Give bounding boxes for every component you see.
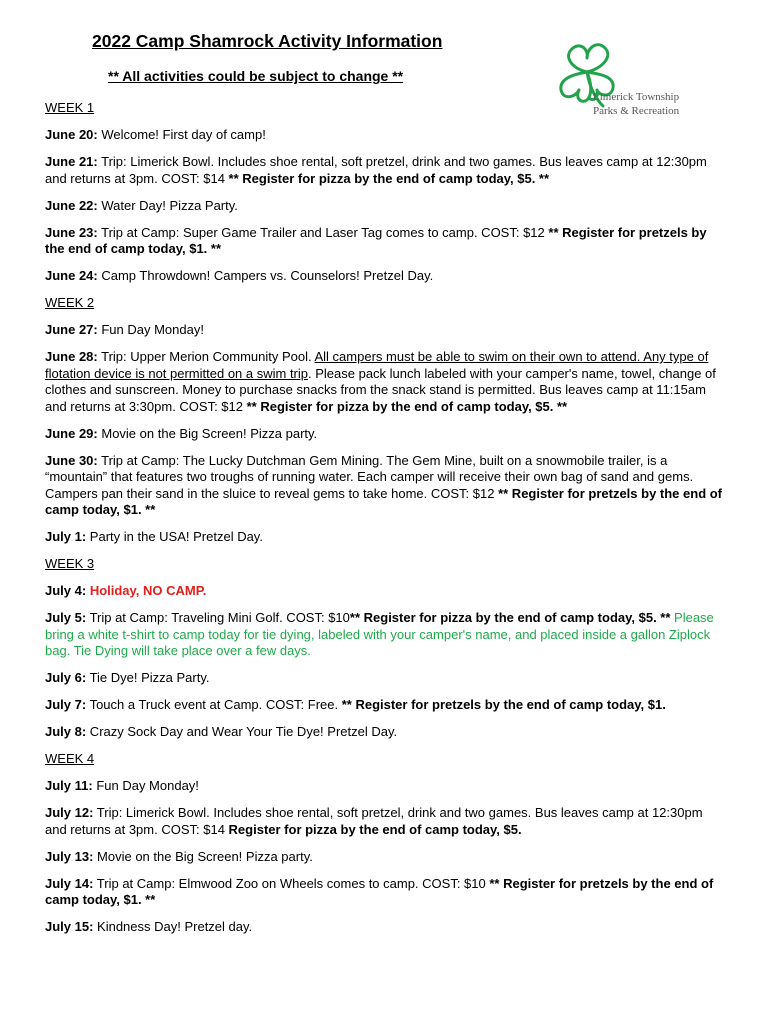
entry-date: June 22: bbox=[45, 197, 98, 213]
entry-text: Fun Day Monday! bbox=[92, 778, 199, 793]
entry-text: Movie on the Big Screen! Pizza party. bbox=[93, 848, 313, 864]
entry-date: July 4: bbox=[45, 583, 87, 598]
entry-date: July 5: bbox=[45, 610, 87, 625]
entry-text: Trip at Camp: Super Game Trailer and Laser Tag comes to camp. COST: $12 bbox=[97, 224, 549, 240]
entry-text: Welcome! First day of camp! bbox=[97, 127, 266, 142]
activity-entry bbox=[45, 778, 725, 795]
entry-register-note: ** Register for pretzels by the end of camp today, $1. ** bbox=[45, 485, 723, 517]
entry-register-note: ** Register for pretzels by the end of camp today, $1. ** bbox=[45, 224, 707, 256]
activity-entry bbox=[45, 583, 725, 600]
entry-text: Camp Throwdown! Campers vs. Counselors! Pretzel Day. bbox=[97, 268, 434, 283]
entry-register-note: Register for pizza by the end of camp today, $5. bbox=[228, 821, 522, 837]
entry-swim-requirement: All campers must be able to swim on their own to attend. Any type of flotation device is not permitted on a swim trip bbox=[45, 349, 709, 381]
entry-text: Trip: Limerick Bowl. Includes shoe rental, soft pretzel, drink and two games. Bus leaves camp at 12:30pm and returns at 3pm. COST: $14 bbox=[45, 805, 703, 837]
logo-text-line2: Parks & Recreation bbox=[593, 105, 680, 117]
activity-entry bbox=[45, 876, 725, 909]
entry-register-note: ** Register for pretzels by the end of camp today, $1. bbox=[341, 697, 666, 712]
entry-text: Trip: Upper Merion Community Pool. bbox=[97, 349, 315, 364]
activity-entry bbox=[45, 154, 725, 187]
entry-date: July 14: bbox=[45, 875, 94, 891]
entry-text-continued: . Please pack lunch labeled with your camper's name, towel, change of clothes and sunscreen. Money to purchase snacks from the snack stand is permitted. Bus leaves camp at 11:15am and returns at 3:30pm. COST: $12 bbox=[45, 365, 716, 414]
entry-date: July 15: bbox=[45, 919, 94, 934]
week-heading: WEEK 3 bbox=[45, 556, 95, 571]
entry-date: June 28: bbox=[45, 349, 98, 364]
activity-entry bbox=[45, 322, 725, 339]
activity-entry bbox=[45, 198, 725, 215]
entry-date: June 30: bbox=[45, 452, 98, 468]
entry-register-note: ** Register for pizza by the end of camp today, $5. ** bbox=[228, 170, 550, 186]
page-title: 2022 Camp Shamrock Activity Information bbox=[92, 31, 443, 51]
logo-text-line1: Limerick Township bbox=[593, 91, 680, 103]
entry-text: Movie on the Big Screen! Pizza party. bbox=[97, 425, 318, 441]
activity-entry bbox=[45, 697, 725, 714]
activity-entry bbox=[45, 610, 725, 660]
entry-date: July 11: bbox=[45, 778, 93, 793]
week-heading: WEEK 1 bbox=[45, 100, 95, 115]
activity-entry bbox=[45, 805, 725, 838]
entry-date: June 21: bbox=[45, 154, 98, 169]
activity-entry bbox=[45, 724, 725, 741]
entry-date: July 7: bbox=[45, 697, 87, 712]
activity-entry bbox=[45, 919, 725, 936]
entry-date: July 6: bbox=[45, 670, 87, 685]
entry-date: July 1: bbox=[45, 529, 87, 544]
entry-date: July 13: bbox=[45, 848, 94, 864]
entry-register-note: ** Register for pizza by the end of camp today, $5. ** bbox=[349, 610, 671, 625]
entry-date: June 23: bbox=[45, 224, 98, 240]
entry-text: Trip: Limerick Bowl. Includes shoe rental, soft pretzel, drink and two games. Bus leaves camp at 12:30pm and returns at 3pm. COST: $14 bbox=[45, 154, 707, 186]
entry-register-note: ** Register for pretzels by the end of camp today, $1. ** bbox=[45, 875, 714, 907]
activity-entry bbox=[45, 670, 725, 687]
activity-entry bbox=[45, 268, 725, 285]
page-subtitle: ** All activities could be subject to change ** bbox=[108, 68, 404, 84]
activity-entry bbox=[45, 453, 725, 519]
activity-entry bbox=[45, 529, 725, 546]
entry-text: Trip at Camp: The Lucky Dutchman Gem Mining. The Gem Mine, built on a snowmobile trailer, is a “mountain” that features two troughs of running water. Each camper will receive their own bag of sand and gems. Campers pan their sand in the sluice to reveal gems to take home. COST: $12 bbox=[45, 452, 694, 501]
holiday-notice: Holiday, NO CAMP. bbox=[89, 583, 207, 598]
entry-text: Party in the USA! Pretzel Day. bbox=[86, 529, 263, 544]
entry-date: July 12: bbox=[45, 805, 94, 820]
entry-text: Trip at Camp: Traveling Mini Golf. COST: $10 bbox=[86, 610, 350, 625]
entry-date: June 24: bbox=[45, 268, 98, 283]
activity-list bbox=[45, 100, 725, 946]
tie-dye-instructions: Please bring a white t-shirt to camp today for tie dying, labeled with your camper's name, and placed inside a gallon Ziplock bag. Tie Dying will take place over a few days. bbox=[45, 610, 714, 658]
week-heading: WEEK 4 bbox=[45, 751, 95, 766]
entry-register-note: ** Register for pizza by the end of camp today, $5. ** bbox=[246, 398, 568, 414]
activity-entry bbox=[45, 127, 725, 144]
entry-text: Water Day! Pizza Party. bbox=[97, 197, 238, 213]
activity-entry bbox=[45, 426, 725, 443]
activity-entry bbox=[45, 225, 725, 258]
entry-date: June 29: bbox=[45, 425, 98, 441]
entry-text: Fun Day Monday! bbox=[97, 322, 204, 337]
entry-text: Touch a Truck event at Camp. COST: Free. bbox=[86, 697, 342, 712]
activity-entry bbox=[45, 349, 725, 415]
entry-date: June 27: bbox=[45, 322, 98, 337]
entry-text: Kindness Day! Pretzel day. bbox=[93, 919, 253, 934]
entry-date: July 8: bbox=[45, 724, 87, 739]
week-heading: WEEK 2 bbox=[45, 295, 95, 310]
entry-text: Crazy Sock Day and Wear Your Tie Dye! Pretzel Day. bbox=[86, 724, 398, 739]
entry-date: June 20: bbox=[45, 127, 98, 142]
activity-entry bbox=[45, 849, 725, 866]
entry-text: Tie Dye! Pizza Party. bbox=[86, 670, 210, 685]
entry-text: Trip at Camp: Elmwood Zoo on Wheels comes to camp. COST: $10 bbox=[93, 875, 490, 891]
